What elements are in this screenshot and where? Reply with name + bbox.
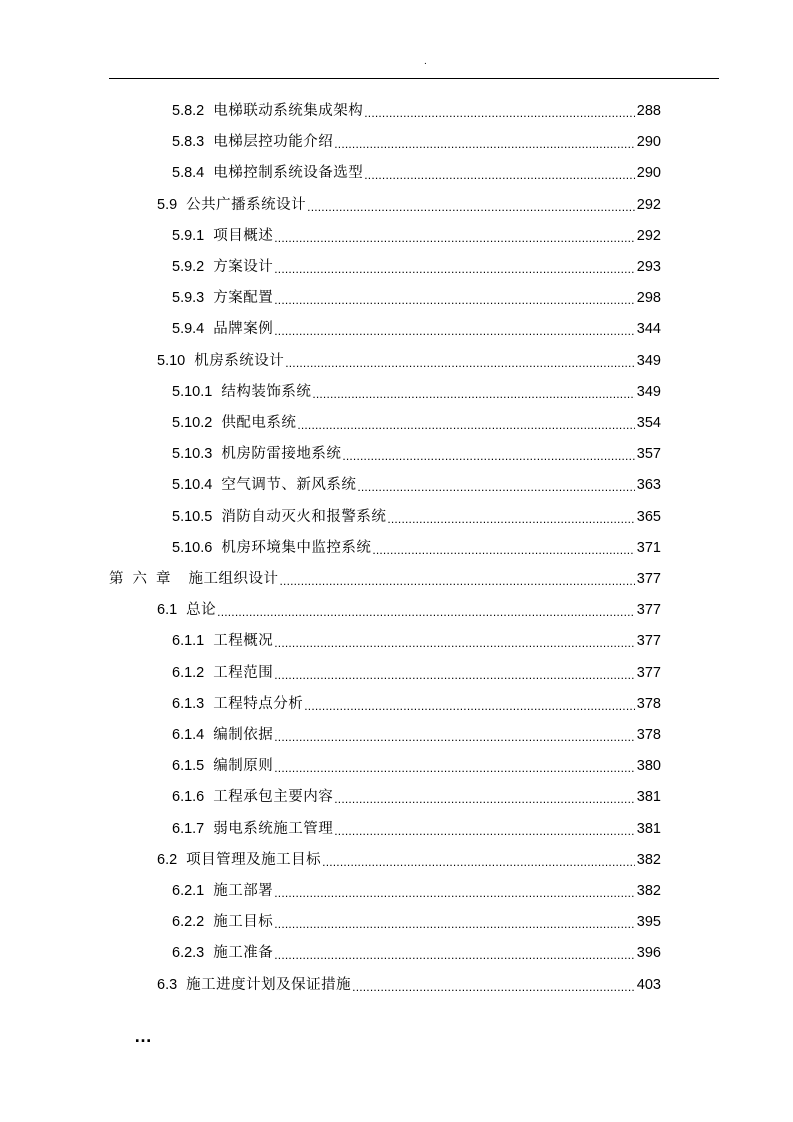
toc-entry-title: 工程承包主要内容	[213, 789, 334, 806]
toc-entry[interactable]	[172, 626, 661, 657]
toc-entry[interactable]	[172, 720, 661, 751]
toc-entry-title: 编制依据	[213, 727, 274, 743]
toc-entry-title: 工程特点分析	[213, 695, 304, 712]
toc-entry-number: 5.10.1	[172, 383, 213, 400]
header-rule	[109, 78, 719, 79]
toc-dot-leader	[285, 346, 635, 377]
toc-entry-page: 357	[636, 446, 661, 463]
page-header-mark: .	[424, 56, 427, 67]
toc-entry-title: 方案设计	[213, 259, 274, 275]
toc-dot-leader	[274, 720, 635, 751]
toc-dot-leader	[334, 814, 635, 845]
toc-entry[interactable]	[172, 127, 661, 158]
toc-entry[interactable]	[172, 470, 661, 501]
toc-entry[interactable]	[172, 938, 661, 969]
toc-entry[interactable]	[172, 502, 661, 533]
toc-entry-title: 总论	[186, 602, 217, 619]
toc-entry-number: 5.10.4	[172, 477, 213, 494]
toc-entry-title: 工程概况	[213, 633, 274, 650]
toc-entry-title: 品牌案例	[213, 321, 274, 338]
toc-entry-page: 377	[636, 633, 661, 650]
toc-entry-title: 机房防雷接地系统	[221, 446, 342, 463]
toc-entry-page: 288	[636, 103, 661, 119]
toc-dot-leader	[357, 470, 634, 501]
toc-entry-page: 403	[636, 976, 661, 993]
toc-dot-leader	[274, 876, 635, 907]
toc-entry-title: 空气调节、新风系统	[221, 477, 357, 494]
toc-dot-leader	[334, 127, 635, 158]
toc-entry-title: 施工部署	[213, 883, 274, 899]
toc-dot-leader	[387, 502, 634, 533]
toc-entry-page: 292	[636, 196, 661, 213]
toc-entry-title: 结构装饰系统	[221, 383, 312, 400]
toc-entry-page: 349	[636, 352, 661, 369]
toc-entry-number: 5.8.4	[172, 165, 205, 182]
toc-entry[interactable]	[172, 658, 661, 689]
toc-entry-number: 6.3	[157, 976, 178, 993]
continuation-ellipsis: …	[134, 1026, 153, 1046]
toc-entry-title: 电梯联动系统集成架构	[213, 103, 364, 119]
toc-dot-leader	[352, 970, 635, 1001]
toc-entry[interactable]	[172, 283, 661, 314]
toc-entry-page: 381	[636, 820, 661, 837]
toc-entry-number: 5.9.1	[172, 227, 205, 244]
toc-entry-number: 6.1.7	[172, 820, 205, 837]
toc-dot-leader	[274, 252, 635, 283]
toc-entry-page: 382	[636, 851, 661, 868]
toc-entry-title: 电梯层控功能介绍	[213, 134, 334, 151]
toc-entry-title: 施工组织设计	[188, 571, 279, 587]
toc-entry-number: 6.1.2	[172, 664, 205, 681]
toc-dot-leader	[312, 377, 634, 408]
toc-entry[interactable]	[172, 814, 661, 845]
toc-entry-number: 6.1.3	[172, 695, 205, 712]
toc-entry-title: 供配电系统	[221, 415, 297, 431]
toc-entry[interactable]	[109, 564, 661, 595]
toc-entry[interactable]	[172, 689, 661, 720]
toc-entry[interactable]	[172, 439, 661, 470]
toc-dot-leader	[217, 595, 635, 626]
toc-dot-leader	[274, 626, 635, 657]
toc-entry[interactable]	[172, 221, 661, 252]
toc-entry-number: 6.2.1	[172, 883, 205, 899]
toc-dot-leader	[274, 283, 635, 314]
toc-dot-leader	[280, 564, 635, 595]
toc-entry-number: 5.9.4	[172, 321, 205, 338]
toc-entry[interactable]	[172, 907, 661, 938]
toc-dot-leader	[274, 221, 635, 252]
toc-entry-number: 5.9.3	[172, 290, 205, 307]
toc-entry-page: 377	[636, 602, 661, 619]
toc-dot-leader	[307, 190, 635, 221]
toc-entry-number: 6.1.4	[172, 727, 205, 743]
toc-entry-title: 项目概述	[213, 227, 274, 244]
toc-entry[interactable]	[172, 252, 661, 283]
toc-entry[interactable]	[172, 782, 661, 813]
toc-entry-page: 298	[636, 290, 661, 307]
toc-dot-leader	[297, 408, 634, 439]
toc-entry-title: 施工进度计划及保证措施	[186, 976, 352, 993]
toc-entry-number: 6.2.3	[172, 945, 205, 962]
toc-entry-page: 378	[636, 727, 661, 743]
toc-entry-title: 电梯控制系统设备选型	[213, 165, 364, 182]
toc-entry-page: 377	[636, 571, 661, 587]
toc-entry[interactable]	[172, 408, 661, 439]
toc-entry-page: 371	[636, 539, 661, 556]
toc-entry-page: 344	[636, 321, 661, 338]
toc-entry[interactable]	[172, 876, 661, 907]
toc-entry-number: 6.2	[157, 851, 178, 868]
toc-dot-leader	[364, 158, 635, 189]
toc-entry-number: 5.10.6	[172, 539, 213, 556]
toc-entry-page: 378	[636, 695, 661, 712]
toc-entry-number: 5.8.3	[172, 134, 205, 151]
toc-entry-page: 363	[636, 477, 661, 494]
toc-entry-title: 弱电系统施工管理	[213, 820, 334, 837]
toc-entry-page: 395	[636, 914, 661, 931]
toc-dot-leader	[334, 782, 635, 813]
toc-entry-page: 365	[636, 508, 661, 525]
toc-entry[interactable]	[157, 845, 661, 876]
toc-entry-number: 5.10	[157, 352, 186, 369]
toc-entry-page: 349	[636, 383, 661, 400]
toc-entry[interactable]	[172, 314, 661, 345]
toc-entry[interactable]	[157, 595, 661, 626]
toc-dot-leader	[364, 96, 635, 127]
toc-entry-title: 工程范围	[213, 664, 274, 681]
toc-entry-title: 施工准备	[213, 945, 274, 962]
toc-entry-number: 6.1	[157, 602, 178, 619]
toc-entry-page: 293	[636, 259, 661, 275]
toc-dot-leader	[372, 533, 634, 564]
toc-entry-title: 编制原则	[213, 758, 274, 775]
toc-dot-leader	[274, 658, 635, 689]
toc-entry-number: 第六章	[109, 571, 180, 587]
toc-dot-leader	[274, 751, 635, 782]
toc-entry-title: 机房环境集中监控系统	[221, 539, 372, 556]
toc-entry-title: 项目管理及施工目标	[186, 851, 322, 868]
toc-entry[interactable]	[157, 970, 661, 1001]
toc-dot-leader	[274, 938, 635, 969]
toc-entry-title: 消防自动灭火和报警系统	[221, 508, 387, 525]
toc-entry[interactable]	[172, 96, 661, 127]
toc-dot-leader	[304, 689, 635, 720]
toc-entry-page: 381	[636, 789, 661, 806]
toc-entry-number: 5.10.5	[172, 508, 213, 525]
toc-entry-page: 292	[636, 227, 661, 244]
toc-dot-leader	[322, 845, 635, 876]
toc-entry-title: 机房系统设计	[194, 352, 285, 369]
toc-entry-page: 377	[636, 664, 661, 681]
toc-entry[interactable]	[157, 190, 661, 221]
toc-entry-title: 方案配置	[213, 290, 274, 307]
toc-entry-title: 施工目标	[213, 914, 274, 931]
toc-entry-page: 290	[636, 134, 661, 151]
toc-entry-page: 354	[636, 415, 661, 431]
toc-entry-number: 6.2.2	[172, 914, 205, 931]
toc-entry-page: 396	[636, 945, 661, 962]
toc-entry-title: 公共广播系统设计	[186, 196, 307, 213]
toc-entry-number: 5.10.2	[172, 415, 213, 431]
toc-dot-leader	[274, 314, 635, 345]
toc-entry[interactable]	[157, 346, 661, 377]
toc-entry-number: 6.1.5	[172, 758, 205, 775]
toc-entry[interactable]	[172, 377, 661, 408]
toc-dot-leader	[342, 439, 634, 470]
toc-entry-page: 290	[636, 165, 661, 182]
toc-entry[interactable]	[172, 533, 661, 564]
toc-entry-page: 380	[636, 758, 661, 775]
toc-entry[interactable]	[172, 158, 661, 189]
toc-entry[interactable]	[172, 751, 661, 782]
toc-entry-number: 6.1.6	[172, 789, 205, 806]
toc-entry-number: 5.9	[157, 196, 178, 213]
toc-entry-number: 5.8.2	[172, 103, 205, 119]
toc-entry-number: 5.10.3	[172, 446, 213, 463]
toc-entry-page: 382	[636, 883, 661, 899]
toc-entry-number: 5.9.2	[172, 259, 205, 275]
toc-entry-number: 6.1.1	[172, 633, 205, 650]
toc-dot-leader	[274, 907, 635, 938]
